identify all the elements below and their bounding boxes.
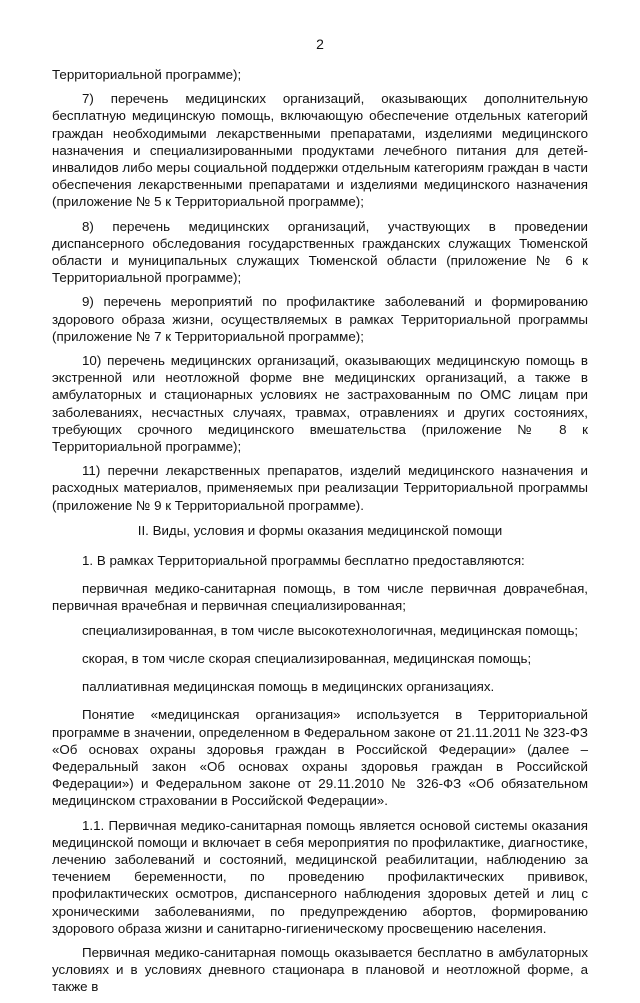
document-body	[52, 66, 588, 1003]
paragraph-item-8: 8) перечень медицинских организаций, участвующих в проведении диспансерного обследования государственных гражданских служащих Тюменской области и муниципальных служащих Тюменской области (приложение № 6 к Территориальной программе);	[52, 218, 588, 286]
paragraph-continuation: Территориальной программе);	[52, 67, 242, 82]
page-number: 2	[316, 36, 324, 52]
paragraph-item-9: 9) перечень мероприятий по профилактике заболеваний и формированию здорового образа жизни, осуществляемых в рамках Территориальной программы (приложение № 7 к Территориальной программе);	[52, 294, 588, 344]
paragraph-item-11: 11) перечни лекарственных препаратов, изделий медицинского назначения и расходных материалов, применяемых при реализации Территориальной программы (приложение № 9 к Территориальной программе).	[52, 463, 588, 513]
paragraph-primary-care-conditions: Первичная медико-санитарная помощь оказывается бесплатно в амбулаторных условиях и в условиях дневного стационара в плановой и неотложной форме, а также в	[52, 944, 588, 995]
paragraph-clause-1: 1. В рамках Территориальной программы бесплатно предоставляются:	[82, 553, 525, 569]
paragraph-palliative-care: паллиативная медицинская помощь в медицинских организациях.	[82, 679, 495, 695]
paragraph-item-7: 7) перечень медицинских организаций, оказывающих дополнительную бесплатную медицинскую помощь, включающую обеспечение отдельных категорий граждан необходимыми лекарственными препаратами, изделиями медицинского назначения и специализированными продуктами лечебного питания для детей-инвалидов либо меры социальной поддержки отдельным категориям граждан в части обеспечения лекарственными препаратами и изделиями медицинского назначения (приложение № 5 к Территориальной программе);	[52, 91, 588, 210]
paragraph-item-10: 10) перечень медицинских организаций, оказывающих медицинскую помощь в экстренной или неотложной форме вне медицинских организаций, а также в амбулаторных и стационарных условиях не застрахованным по ОМС лицам при заболеваниях, несчастных случаях, травмах, отравлениях и других состояниях, требующих срочного медицинского вмешательства (приложение № 8 к Территориальной программе);	[52, 353, 588, 455]
paragraph-emergency-care: скорая, в том числе скорая специализированная, медицинская помощь;	[82, 650, 532, 666]
section-heading: II. Виды, условия и формы оказания медицинской помощи	[137, 522, 503, 538]
paragraph-definition: Понятие «медицинская организация» используется в Территориальной программе в значении, определенном в Федеральном законе от 21.11.2011 № 323-ФЗ «Об основах охраны здоровья граждан в Российской Федерации» (далее – Федеральный закон «Об основах охраны здоровья граждан в Российской Федерации») и Федеральном законе от 29.11.2010 № 326-ФЗ «Об обязательном медицинском страховании в Российской Федерации».	[52, 707, 588, 809]
paragraph-specialized-care: специализированная, в том числе высокотехнологичная, медицинская помощь;	[82, 622, 579, 638]
paragraph-clause-1-1: 1.1. Первичная медико-санитарная помощь является основой системы оказания медицинской помощи и включает в себя мероприятия по профилактике, диагностике, лечению заболеваний и состояний, медицинской реабилитации, наблюдению за течением беременности, по проведению профилактических прививок, профилактических осмотров, диспансерного наблюдения здоровых детей и лиц с хроническими заболеваниями, по предупреждению абортов, формированию здорового образа жизни и санитарно-гигиеническому просвещению населения.	[52, 817, 588, 936]
paragraph-primary-care: первичная медико-санитарная помощь, в том числе первичная доврачебная, первичная врачебная и первичная специализированная;	[52, 581, 588, 614]
